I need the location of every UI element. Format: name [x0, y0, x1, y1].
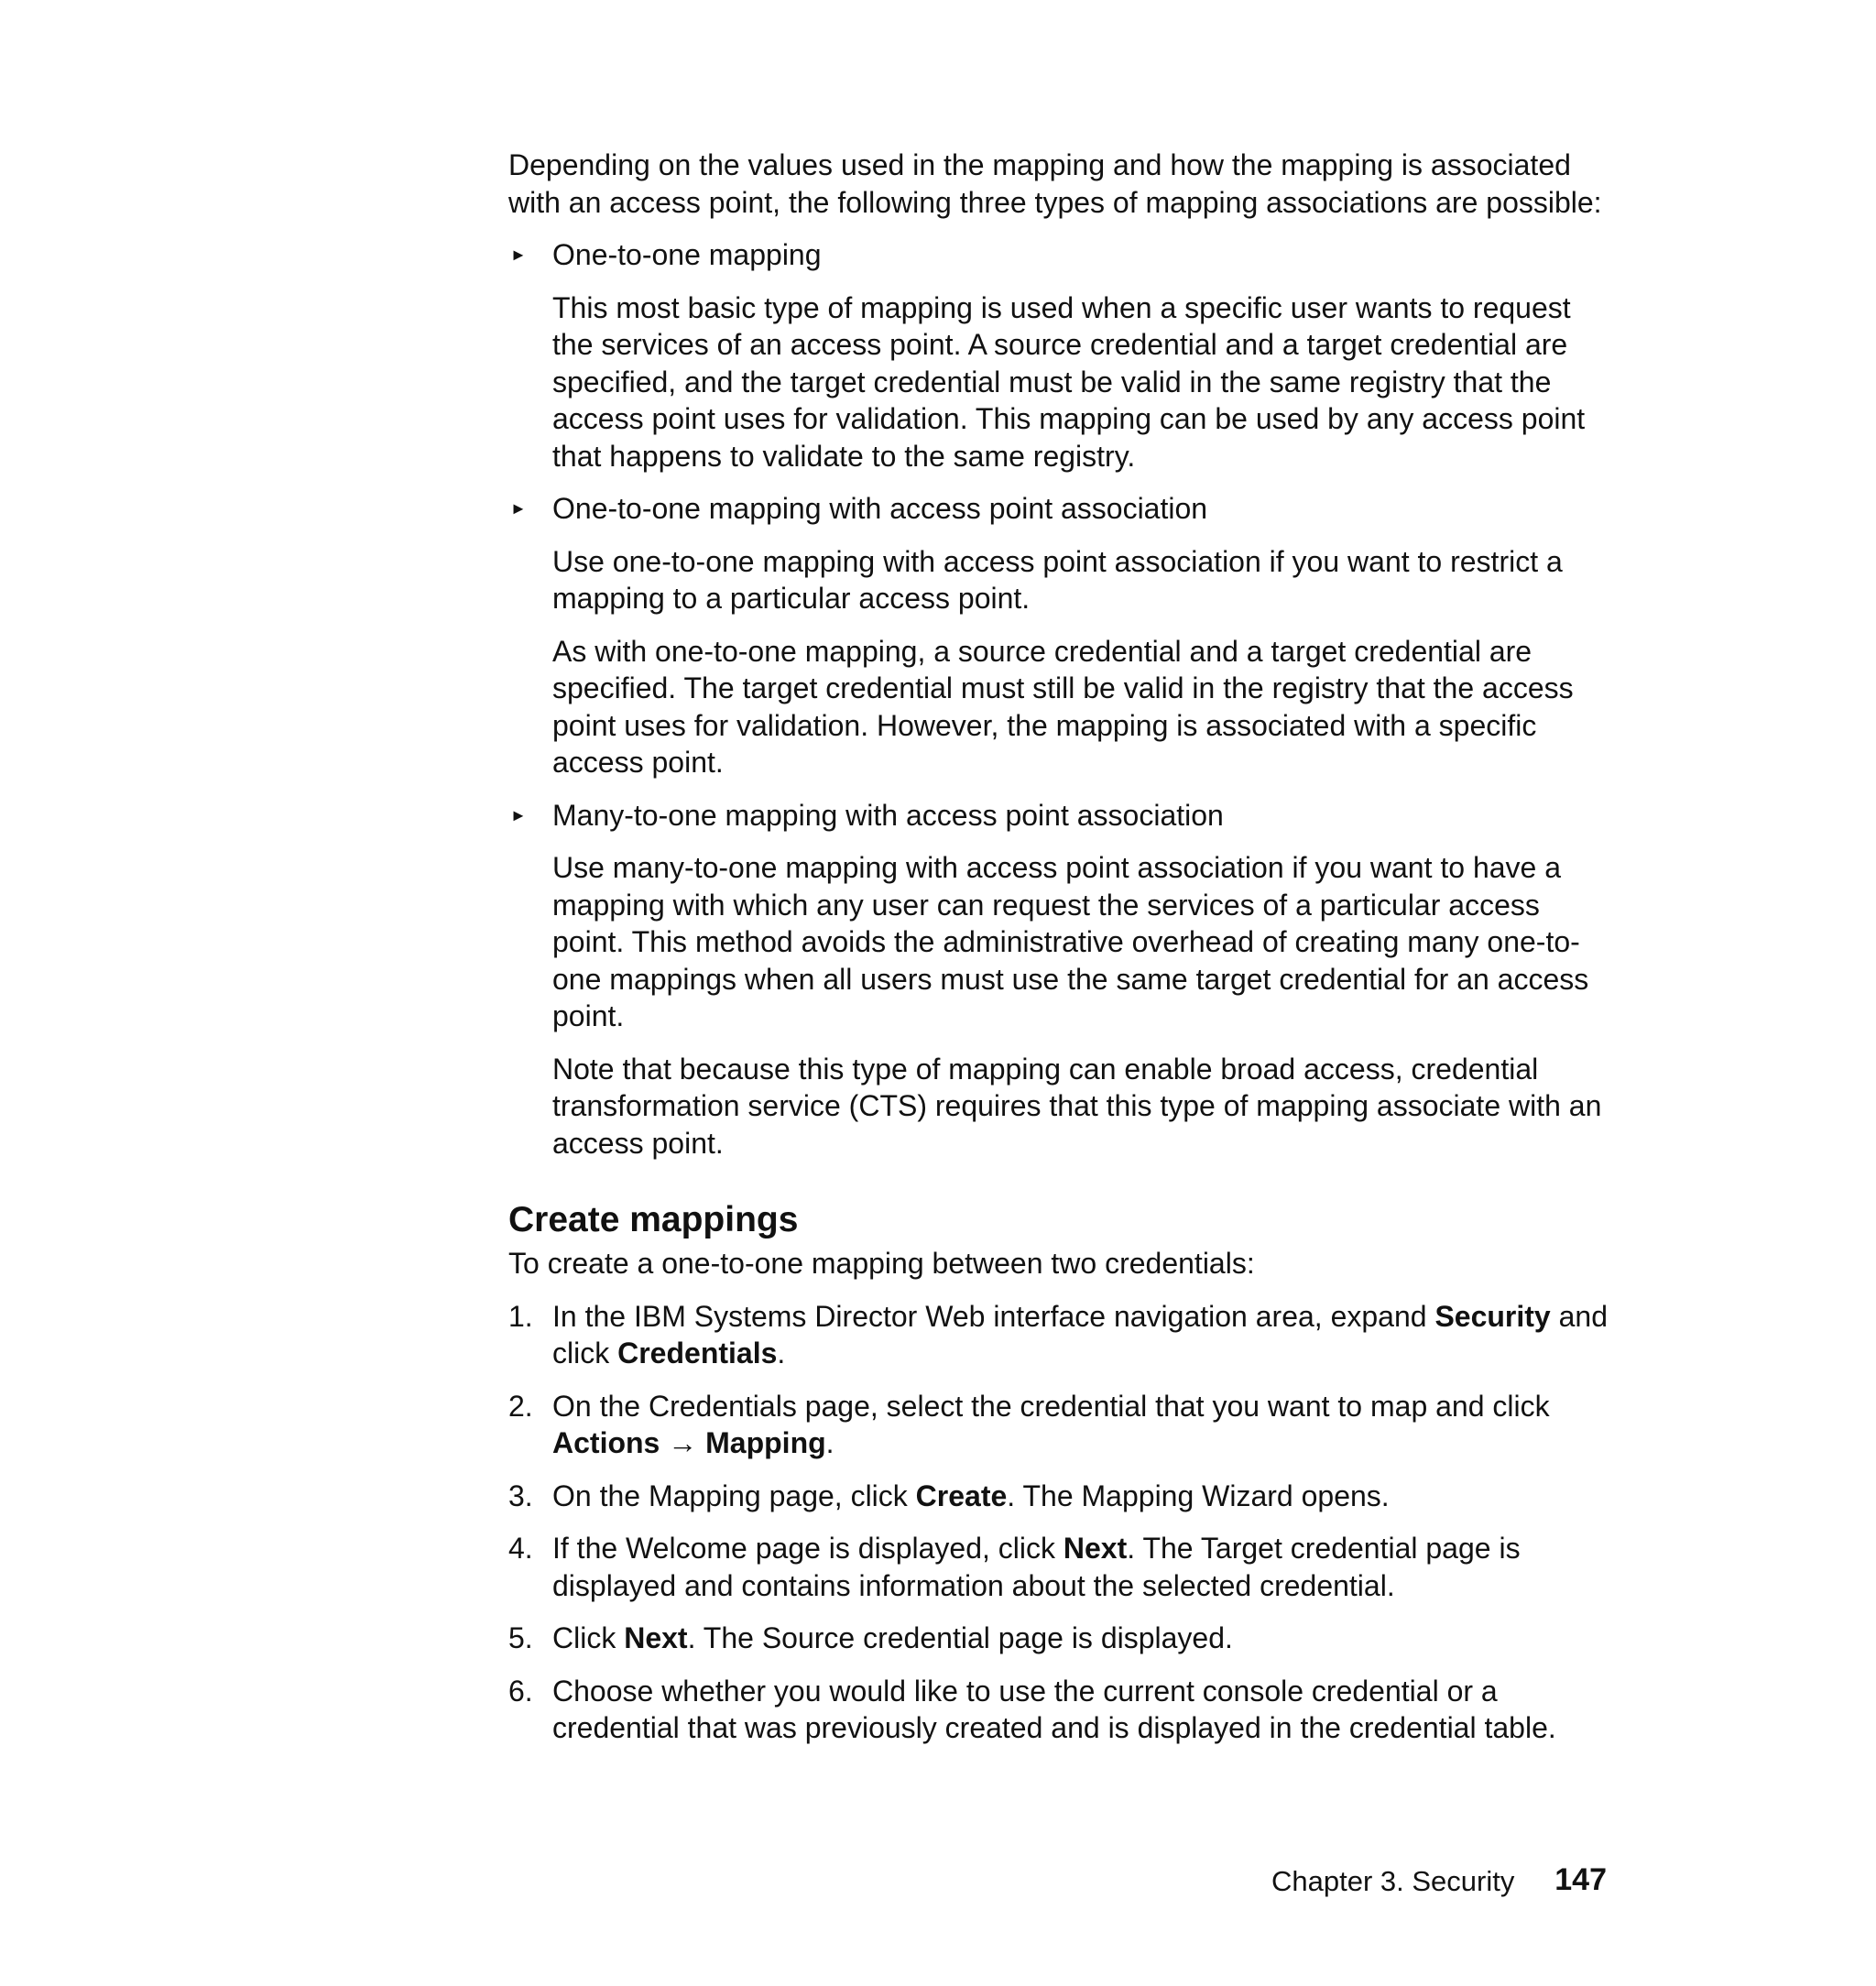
step-number: 4. — [508, 1532, 533, 1565]
step-text: On the Mapping page, click — [552, 1479, 916, 1512]
step-text: If the Welcome page is displayed, click — [552, 1532, 1063, 1565]
step-number: 5. — [508, 1621, 533, 1654]
step-text: Choose whether you would like to use the current console credential or a credential that was previously created and is displayed in the credential table. — [552, 1674, 1556, 1744]
page-content — [508, 147, 1608, 1762]
step-text: . — [825, 1426, 834, 1459]
step-text: . The Target credential page is displayed and contains information about the selected credential. — [552, 1532, 1521, 1602]
step-text: In the IBM Systems Director Web interface navigation area, expand — [552, 1299, 1435, 1333]
step-text: . The Mapping Wizard opens. — [1007, 1479, 1390, 1512]
steps-list — [508, 1298, 1608, 1747]
ui-term-create: Create — [915, 1479, 1008, 1512]
step-number: 1. — [508, 1299, 533, 1333]
step-text: . The Source credential page is displayed. — [687, 1621, 1233, 1654]
bullet-title: Many-to-one mapping with access point association — [552, 798, 1224, 832]
triangle-bullet-icon: ► — [510, 246, 527, 264]
list-item — [508, 797, 1608, 1162]
list-item — [508, 490, 1608, 781]
bullet-title: One-to-one mapping — [552, 238, 822, 271]
step-text: and click — [552, 1299, 1608, 1369]
step-text: Click — [552, 1621, 625, 1654]
section-heading: Create mappings — [508, 1200, 799, 1239]
ui-term-actions-mapping: Actions → Mapping — [552, 1426, 826, 1459]
bullet-description: This most basic type of mapping is used when a specific user wants to request the services of an access point. A source credential and a target credential are specified, and the target credential must be valid in the same registry that the access point uses for validation. This mapping can be used by any access point that happens to validate to the same registry. — [552, 290, 1586, 473]
triangle-bullet-icon: ► — [510, 499, 527, 518]
step-text: . — [777, 1337, 786, 1369]
step-number: 6. — [508, 1674, 533, 1708]
step-text: On the Credentials page, select the credential that you want to map and click — [552, 1389, 1550, 1423]
bullet-description: Note that because this type of mapping can enable broad access, credential transformation service (CTS) requires that this type of mapping associate with an access point. — [552, 1052, 1602, 1160]
step-number: 3. — [508, 1479, 533, 1512]
section-intro: To create a one-to-one mapping between two credentials: — [508, 1247, 1255, 1280]
ui-term-next: Next — [624, 1621, 688, 1654]
intro-paragraph: Depending on the values used in the mapping and how the mapping is associated with an access point, the following three types of mapping associations are possible: — [508, 148, 1602, 219]
step-item — [508, 1478, 1608, 1515]
list-item — [508, 236, 1608, 475]
step-item — [508, 1388, 1608, 1462]
ui-term-next: Next — [1063, 1532, 1128, 1565]
ui-term-credentials: Credentials — [617, 1337, 778, 1369]
ui-term-security: Security — [1434, 1299, 1551, 1333]
bullet-description: As with one-to-one mapping, a source credential and a target credential are specified. The target credential must still be valid in the registry that the access point uses for validation. However, the mapping is associated with a specific access point. — [552, 634, 1574, 779]
step-number: 2. — [508, 1389, 533, 1423]
step-item — [508, 1673, 1608, 1747]
chapter-label: Chapter 3. Security — [1271, 1865, 1515, 1897]
mapping-types-list — [508, 236, 1608, 1162]
triangle-bullet-icon: ► — [510, 805, 527, 824]
bullet-title: One-to-one mapping with access point association — [552, 492, 1208, 525]
bullet-description: Use many-to-one mapping with access point association if you want to have a mapping with which any user can request the services of a particular access point. This method avoids the administrative overhead of creating many one-to-one mappings when all users must use the same target credential for an access point. — [552, 851, 1589, 1032]
step-item — [508, 1298, 1608, 1372]
bullet-description: Use one-to-one mapping with access point association if you want to restrict a mapping to a particular access point. — [552, 544, 1563, 615]
step-item — [508, 1620, 1608, 1657]
page-number: 147 — [1554, 1862, 1607, 1897]
step-item — [508, 1530, 1608, 1604]
